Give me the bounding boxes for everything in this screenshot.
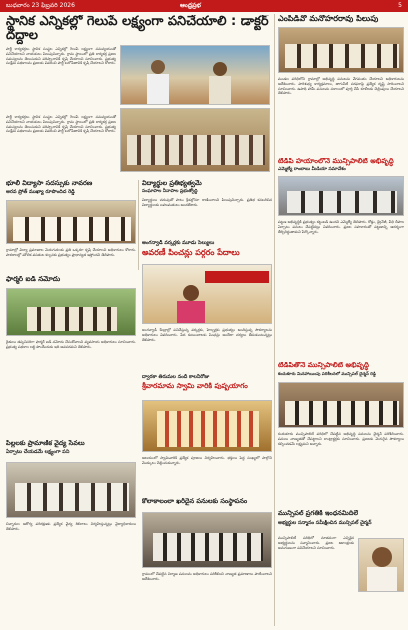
right-mid-story [278,158,404,258]
lead-body: పార్టీ కార్యకర్తలు స్థానిక సంస్థల ఎన్నికల్లో గెలుపే లక్ష్యంగా సమన్వయంతో పనిచేయాలని నాయకులు పిలుపునిచ్చారు. గ్రామ స్థాయిలో ప్రతి కార్యకర్త ప్రజల సమస్యలను తెలుసుకుని పరిష్కారానికి కృషి చేయాలని సూచించారు. ప్రభుత్వ సంక్షేమ పథకాలను ప్రజలకు వివరించి పార్టీ బలోపేతానికి కృషి చేయాలని కోరారు. [6,47,116,66]
column-rule [138,180,139,270]
lead-photo-2 [120,108,270,172]
mid-left-story [6,180,136,272]
farmers-story [6,276,136,368]
masthead-page: 5 [398,2,402,9]
farmers-body: రైతులు తప్పనిసరిగా ఫార్మర్ ఐడీ నమోదు చేసుకోవాలని వ్యవసాయ అధికారులు సూచించారు. ప్రభుత్వ పథకాల లబ్ధి పొందేందుకు ఇది అవసరమని తెలిపారు. [6,340,136,349]
kolanu-story [142,498,272,626]
mid-left-photo [6,200,136,244]
right-mid-body: పట్టణ అభివృద్ధికి ప్రభుత్వం కట్టుబడి ఉందని ఎమ్మెల్యే తెలిపారు. రోడ్లు, డ్రైనేజీ, వీధి దీపాల ఏర్పాటు పనులు చేపట్టినట్లు వివరించారు. ప్రజల సహకారంతో పట్టణాన్ని ఆదర్శంగా తీర్చిదిద్దుతామని పేర్కొన్నారు. [278,220,404,234]
right-mid-headline: టీడీపీ హయాంలోనే మున్సిపాలిటీ అభివృద్ధి [278,158,394,165]
masthead-bar [0,0,408,12]
right-lower-body: కందుకూరు మున్సిపాలిటీ పరిధిలో చేపట్టిన అభివృద్ధి పనులను చైర్మన్ పరిశీలించారు. పనులు నాణ్యతతో చేపట్టాలని కాంట్రాక్టర్లకు సూచించారు. ప్రజలకు మెరుగైన సౌకర్యాలు కల్పించడమే లక్ష్యమని అన్నారు. [278,432,404,446]
right-mid-photo [278,176,404,216]
mid-left-body: గ్రామాల్లో విద్యా ప్రమాణాల మెరుగుదలకు ప్రతి ఒక్కరూ కృషి చేయాలని అధికారులు కోరారు. పాఠశాలల్లో మౌలిక వసతుల కల్పనకు ప్రభుత్వం ప్రాధాన్యత ఇస్తోందని తెలిపారు. [6,248,136,257]
right-mid-sub: ఎమ్మెల్యే రాంబాబు మీడియా సమావేశం [278,167,346,173]
center-feature-story [142,240,272,370]
center-feature-kicker: అంగన్వాడీ వర్కర్లకు మూడు సెల్యులు [142,240,215,246]
dwaraka-kicker: ద్వారకా తిరుమల నందీ కాలనీరోజు [142,374,210,380]
kolanu-photo [142,512,272,568]
right-bottom-headline: మున్సిపల్ ప్రగతికి ఇంధనమిదిలే [278,510,358,517]
center-feature-headline: అవరణీ పించన్లు పర్గరం పేదాలు [142,248,240,257]
right-lower-sub: కందుకూరు మినహాయింపు పరిశీలనలో మున్సిపల్ చైర్మన్ రెడ్డి [278,371,376,377]
kolanu-headline: కోలాకాలంలా ఖరీదైన పనులకు సంస్థాపనం [142,498,248,505]
lead-headline: స్థానిక ఎన్నికల్లో గెలుపే లక్ష్యంగా పనిచేయాలి : డాక్టర్ దద్దాల [6,15,269,43]
dwaraka-story [142,374,272,494]
mid-left-headline: భూలీ విద్యాసా సదస్సుకు నావరణ [6,180,93,187]
health-headline: పిల్లలకు ప్రామాణిక వైద్య సేవలు [6,440,85,447]
right-bottom-body: మున్సిపాలిటీ పరిధిలో నూతనంగా ఎన్నికైన అభ్యర్థులను సన్మానించారు. ప్రజల ఆకాంక్షలకు అనుగుణంగా పనిచేయాలని సూచించారు. [278,536,354,550]
health-story [6,440,136,560]
kolanu-body: గ్రామంలో చేపట్టిన నిర్మాణ పనులను అధికారులు పరిశీలించి నాణ్యత ప్రమాణాలు పాటించాలని ఆదేశించారు. [142,572,272,581]
dwaraka-body: ఆలయంలో స్వామివారికి ప్రత్యేక పూజలు నిర్వహించారు. భక్తులు పెద్ద సంఖ్యలో పాల్గొని మొక్కులు చెల్లించుకున్నారు. [142,456,272,465]
dwaraka-headline: శ్రీవారమామ స్వామి వారికి పుష్పయాగం [142,382,248,390]
mid-center-body: విద్యార్థులు చదువుతో పాటు క్రీడల్లోనూ రాణించాలని పిలుపునిచ్చారు. ప్రతిభ కనబరిచిన విద్యార్థులకు బహుమతులు అందజేశారు. [142,197,272,207]
mid-left-sub: అరవ ప్రోత్ ముఖ్యా రూపొందిద రెడ్డి [6,188,75,195]
right-top-photo [278,27,404,73]
mid-center-headline: విద్యార్థుల ప్రతిభ్యత్వమే [142,180,202,187]
mid-center-sub: సంఘాపాల నీనాపాల ప్రభుత్వోద్ది [142,188,198,194]
right-lower-photo [278,382,404,428]
column-rule [274,14,275,626]
mid-center-story [142,180,272,235]
right-top-headline: ఎంపీడీవో మనోహరరావు పిలుపు [278,15,379,23]
center-feature-photo [142,264,272,324]
right-lower-headline: టీడీపీతోనే మున్సిపాలిటీ అభివృద్ధి [278,362,369,369]
right-top-story [278,15,404,155]
lead-body-cont: పార్టీ కార్యకర్తలు స్థానిక సంస్థల ఎన్నికల్లో గెలుపే లక్ష్యంగా సమన్వయంతో పనిచేయాలని నాయకులు పిలుపునిచ్చారు. గ్రామ స్థాయిలో ప్రతి కార్యకర్త ప్రజల సమస్యలను తెలుసుకుని పరిష్కారానికి కృషి చేయాలని సూచించారు. ప్రభుత్వ సంక్షేమ పథకాలను ప్రజలకు వివరించి పార్టీ బలోపేతానికి కృషి చేయాలని కోరారు. [6,115,116,134]
dwaraka-photo [142,400,272,452]
right-bottom-story [278,510,404,626]
farmers-headline: ఫార్మర్ ఐడీ నమోదు [6,276,61,283]
farmers-photo [6,288,136,336]
right-bottom-sub: అభ్యర్థుల సన్మానం సమీక్షించిన మున్సిపల్ చైర్మన్ [278,519,372,526]
lead-photo-1 [120,45,270,105]
masthead-name: ఆంధ్రప్రభ [180,2,201,9]
health-body: చిన్నారుల ఆరోగ్య పరిరక్షణకు ప్రత్యేక వైద్య శిబిరాలు నిర్వహిస్తున్నట్లు వైద్యాధికారులు తెలిపారు. [6,522,136,531]
health-sub: ఏర్పాటు చేయడమే లక్ష్యంగా పని [6,448,70,455]
lead-story [6,15,272,175]
right-top-body: మండల పరిధిలోని గ్రామాల్లో అభివృద్ధి పనులను వేగవంతం చేయాలని అధికారులను ఆదేశించారు. పారిశుధ్య కార్యక్రమాలు, తాగునీటి సరఫరాపై ప్రత్యేక దృష్టి సారించాలని సూచించారు. ఉపాధి హామీ పనులను సకాలంలో పూర్తి చేసి కూలీలకు చెల్లింపులు చేయాలని తెలిపారు. [278,77,404,96]
health-photo [6,462,136,518]
right-bottom-portrait [358,538,404,592]
center-feature-body: అంగన్వాడీ కేంద్రాల్లో పనిచేస్తున్న వర్కర్లకు, హెల్పర్లకు ప్రభుత్వం అందిస్తున్న సౌకర్యాలను అధికారులు వివరించారు. పేద కుటుంబాలకు పింఛన్లు అందేలా చర్యలు తీసుకుంటున్నట్లు తెలిపారు. [142,328,272,342]
right-lower-story [278,362,404,502]
masthead-date: బుధవారం 23 ఫిబ్రవరి 2026 [6,2,75,9]
